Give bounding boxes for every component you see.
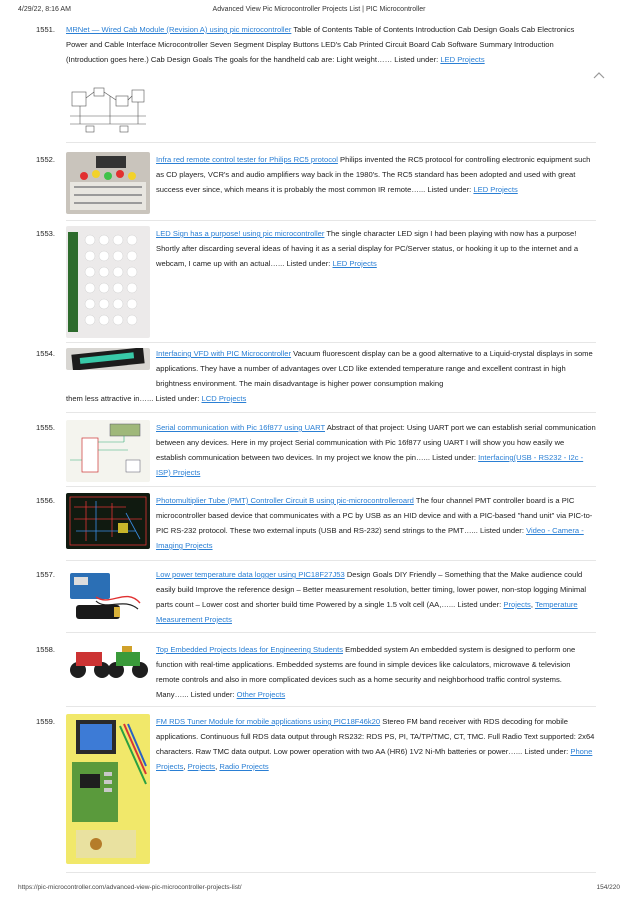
divider — [66, 560, 596, 561]
page-footer — [0, 884, 638, 896]
item-body — [156, 642, 596, 702]
item-title-link[interactable]: Infra red remote control tester for Philips RC5 protocol — [156, 155, 338, 164]
item-body: Low power temperature data logger using PIC18F27J53 Design Goals DIY Friendly – Something that the Make audience could easily build Improve the reference design – Better measurement resolution, better timing, lower power, non-stop logging Minimal parts count – Lower cost and shorter build time Powered by a single 1.5 volt cell (AA,…... Listed under: Projects, Temperature Measurement Projects — [156, 570, 587, 624]
item-number: 1558. — [36, 645, 56, 654]
schematic-image — [66, 82, 150, 138]
item-thumbnail — [66, 642, 150, 680]
print-datetime: 4/29/22, 8:16 AM — [18, 6, 71, 13]
item-title-link[interactable]: Interfacing VFD with PIC Microcontroller — [156, 349, 292, 358]
category-link[interactable]: Temperature Measurement Projects — [156, 600, 578, 624]
listed-under-label: Listed under: — [394, 55, 439, 64]
item-number: 1557. — [36, 570, 56, 579]
item-thumbnail — [66, 226, 150, 338]
data-logger-photo — [66, 567, 150, 625]
fm-rds-module-photo — [66, 714, 150, 864]
item-description: Vacuum fluorescent display can be a good alternative to a Liquid-crystal displays in some applications. They have a number of advantages over LCD like extended temperature range and excellent contrast in high brightness environment. The main disadvantage is higher power consumption making — [156, 349, 593, 388]
listed-under-label: Listed under: — [155, 394, 200, 403]
listed-under-label: Listed under: — [190, 690, 235, 699]
category-link[interactable]: Other Projects — [236, 690, 286, 699]
listed-under-label: Listed under: — [432, 453, 476, 462]
divider — [66, 632, 596, 633]
item-title-link[interactable]: MRNet — Wired Cab Module (Revision A) using pic microcontroller — [66, 25, 292, 34]
item-number: 1553. — [36, 229, 56, 238]
item-description: Philips invented the RC5 protocol for controlling electronic equipment such as CD players, VCR's and audio amplifiers way back in the 1980's. The RC5 standard has been adopted and used with great success ever since, which means it is probably the most common IR remote…... — [156, 155, 591, 194]
category-link[interactable]: Projects — [503, 600, 531, 609]
page-url: https://pic-microcontroller.com/advanced-view-pic-microcontroller-projects-list/ — [18, 884, 242, 891]
item-thumbnail — [66, 493, 150, 549]
divider — [66, 220, 596, 221]
item-body — [156, 493, 596, 553]
category-link[interactable]: Interfacing(USB - RS232 - I2c -ISP) Projects — [156, 453, 584, 477]
item-body: FM RDS Tuner Module for mobile applications using PIC18F46k20 Stereo FM band receiver with RDS decoding for mobile applications. Continuous full RDS data output through RS232: RDS PS, PI, TA/TP/TMC, CT, TMC. Full Radio Text supported: 2x64 characters. Raw TMC data output. Low power operation with two AA (HR6) 1V2 Ni-Mh batteries or power…... Listed under: Phone Projects, Projects, Radio Projects — [156, 717, 595, 771]
item-description-tail: them less attractive in…... — [66, 394, 154, 403]
page-title: Advanced View Pic Microcontroller Projects List | PIC Microcontroller — [212, 6, 426, 13]
category-link[interactable]: Video - Camera - Imaging Projects — [156, 526, 584, 550]
item-body — [156, 420, 596, 480]
item-number: 1556. — [36, 496, 56, 505]
category-link[interactable]: LED Projects — [473, 185, 518, 194]
category-link[interactable]: Phone Projects — [156, 747, 593, 771]
item-number: 1552. — [36, 155, 56, 164]
divider — [66, 706, 596, 707]
category-link[interactable]: Projects — [187, 762, 216, 771]
chevron-up-icon[interactable] — [593, 70, 605, 80]
item-thumbnail — [66, 152, 150, 214]
robot-cars-photo — [66, 642, 150, 680]
item-body — [156, 226, 596, 271]
item-description: Design Goals DIY Friendly – Something that the Make audience could easily build Improve the reference design – Better measurement resolution, better timing, lower power, non-stop logging Minimal parts count – Lower cost and shorter build time Powered by a single 1.5 volt cell (AA,…... — [156, 570, 587, 609]
item-thumbnail — [66, 348, 150, 370]
item-body — [66, 346, 596, 406]
item-number: 1551. — [36, 25, 56, 34]
category-link[interactable]: LED Projects — [440, 55, 485, 64]
item-title-link[interactable]: LED Sign has a purpose! using pic microcontroller — [156, 229, 325, 238]
category-link[interactable]: Radio Projects — [219, 762, 269, 771]
listed-under-label: Listed under: — [457, 600, 502, 609]
item-title-link[interactable]: FM RDS Tuner Module for mobile applications using PIC18F46k20 — [156, 717, 381, 726]
item-body — [66, 22, 596, 67]
divider — [66, 342, 596, 343]
uart-schematic-image — [66, 420, 150, 482]
item-thumbnail — [66, 567, 150, 625]
item-description: The single character LED sign I had been playing with now has a purpose! Shortly after discarding several ideas of having it as a serial display for PC/Server status, or hooking it up to the internet and a webcam, I came up with an actual…... — [156, 229, 579, 268]
listed-under-label: Listed under: — [286, 259, 331, 268]
item-number: 1554. — [36, 349, 56, 358]
vfd-display-photo — [66, 348, 150, 370]
item-number: 1559. — [36, 717, 56, 726]
item-description: Abstract of that project: Using UART port we can establish serial communication between any devices. Here in my project Serial communication with Pic 16f877 using UART I will show you how easily we establish communication between two devices. In my project we know the pin…... — [156, 423, 596, 462]
item-description: Stereo FM band receiver with RDS decoding for mobile applications. Continuous full RDS data output through RS232: RDS PS, PI, TA/TP/TMC, CT, TMC. Full Radio Text supported: 2x64 characters. Raw TMC data output. Low power operation with two AA (HR6) 1V2 Ni-Mh batteries or power…... — [156, 717, 595, 756]
led-sign-photo — [66, 226, 150, 338]
page-number: 154/220 — [596, 884, 620, 891]
item-title-link[interactable]: Photomultiplier Tube (PMT) Controller Circuit B using pic-microcontrolleroard — [156, 496, 414, 505]
listed-under-label: Listed under: — [480, 526, 524, 535]
item-title-link[interactable]: Serial communication with Pic 16f877 using UART — [156, 423, 325, 432]
item-description: Table of Contents Table of Contents Introduction Cab Design Goals Cab Electronics Power and Cable Interface Microcontroller Seven Segment Display Buttons LED's Cab Printed Circuit Board Cab Software Summary Introduction (Introduction goes here.) Cab Design Goals The goals for the handheld cab are: Light weight…… — [66, 25, 575, 64]
ir-tester-photo — [66, 152, 150, 214]
divider — [66, 412, 596, 413]
item-description: The four channel PMT controller board is a PIC microcontroller based device that communicates with a PC by USB as an HID device and with a PIC-based "hand unit" via PIC-to-PIC RS-232 protocol. These two external inputs (USB and RS-232) send strings to the PMT…... — [156, 496, 593, 535]
divider — [66, 142, 596, 143]
item-description: Embedded system An embedded system is designed to perform one function with real-time applications. Embedded systems are found in simple devices like calculators, microwave & television remote controls and also in more complicated devices such as a home security and neighborhood traffic control systems. Many…... — [156, 645, 576, 699]
item-thumbnail — [66, 82, 150, 138]
item-description-continued — [66, 391, 596, 406]
item-number: 1555. — [36, 423, 56, 432]
item-title-link[interactable]: Low power temperature data logger using PIC18F27J53 — [156, 570, 345, 579]
category-link[interactable]: LCD Projects — [201, 394, 247, 403]
pcb-layout-image — [66, 493, 150, 549]
item-thumbnail — [66, 714, 150, 864]
item-thumbnail — [66, 420, 150, 482]
divider — [66, 872, 596, 873]
listed-under-label: Listed under: — [524, 747, 569, 756]
divider — [66, 486, 596, 487]
item-body — [156, 152, 596, 197]
page-header — [0, 6, 638, 18]
listed-under-label: Listed under: — [427, 185, 472, 194]
category-link[interactable]: LED Projects — [332, 259, 377, 268]
item-title-link[interactable]: Top Embedded Projects Ideas for Engineering Students — [156, 645, 344, 654]
